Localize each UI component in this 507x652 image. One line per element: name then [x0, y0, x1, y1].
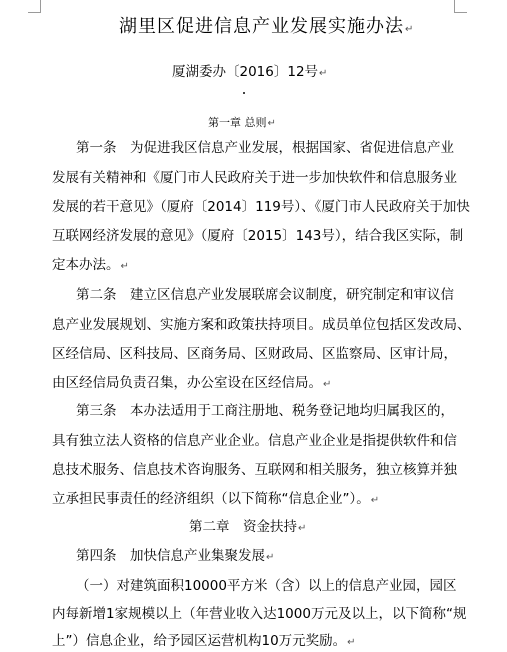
paragraph-mark: ↵: [405, 24, 415, 35]
article1-line-3: 发展的若干意见》（厦府〔2014〕119号）、《厦门市人民政府关于加快: [52, 199, 470, 215]
article4-heading: 第四条 加快信息产业集聚发展: [76, 548, 265, 564]
doc-number-line: [172, 63, 327, 83]
article3-line-2: 具有独立法人资格的信息产业企业。信息产业企业是指提供软件和信: [52, 433, 457, 449]
article2-line-3: 区经信局、区科技局、区商务局、区财政局、区监察局、区审计局，: [52, 346, 457, 362]
chapter1-heading: 第一章 总则: [208, 116, 267, 129]
article1-line-2: 发展有关精神和《厦门市人民政府关于进一步加快软件和信息服务业: [52, 170, 457, 186]
clause1-line-1: （一）对建筑面积10000平方米（含）以上的信息产业园，园区: [76, 578, 457, 594]
article2-line-2: 息产业发展规划、实施方案和政策扶持项目。成员单位包括区发改局、: [52, 317, 471, 333]
chapter2-heading-line: 第二章 资金扶持↵: [189, 519, 307, 535]
article3-line-3: 息技术服务、信息技术咨询服务、互联网和相关服务，独立核算并独: [52, 462, 457, 478]
document-title: 湖里区促进信息产业发展实施办法: [119, 16, 404, 37]
chapter1-heading-line: [208, 114, 276, 133]
article3-line-1: 第三条 本办法适用于工商注册地、税务登记地均归属我区的，: [76, 403, 454, 419]
article1-line-1: 第一条 为促进我区信息产业发展，根据国家、省促进信息产业: [76, 140, 454, 156]
chapter2-heading: 第二章 资金扶持: [189, 519, 297, 535]
article1-line-4: 互联网经济发展的意见》（厦府〔2015〕143号），结合我区实际，制: [52, 228, 464, 244]
article1-line-5: 定本办法。↵: [52, 257, 129, 273]
empty-paragraph-mark: [243, 92, 245, 94]
clause1-line-2: 内每新增1家规模以上（年营业收入达1000万元及以上，以下简称“规: [52, 606, 467, 622]
clause1-line-3: 上”）信息企业，给予园区运营机构10万元奖励。↵: [52, 633, 356, 649]
paragraph-mark: ↵: [319, 68, 328, 79]
document-title-line: [119, 18, 414, 39]
article2-line-1: 第二条 建立区信息产业发展联席会议制度，研究制定和审议信: [76, 287, 454, 303]
article4-heading-line: 第四条 加快信息产业集聚发展↵: [76, 548, 275, 564]
article3-line-4: 立承担民事责任的经济组织（以下简称“信息企业”）。↵: [52, 491, 380, 507]
doc-number: 厦湖委办〔2016〕12号: [172, 64, 319, 80]
article2-line-4: 由区经信局负责召集，办公室设在区经信局。↵: [52, 375, 332, 391]
paragraph-mark: ↵: [267, 118, 276, 129]
